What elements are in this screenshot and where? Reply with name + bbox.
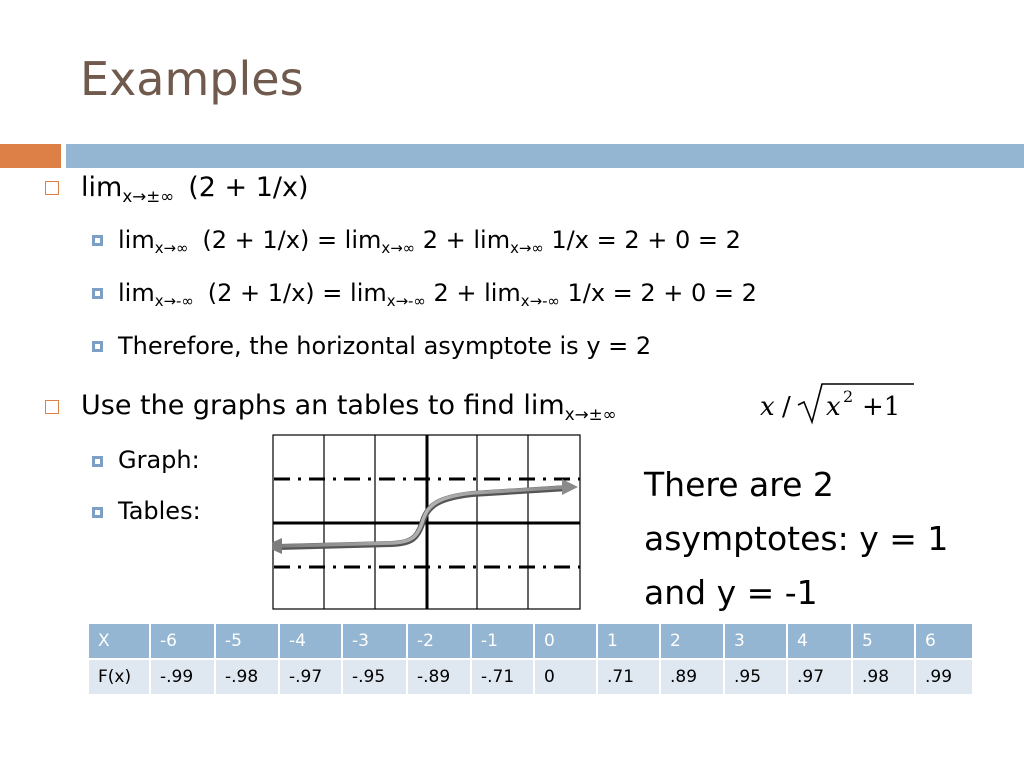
lim-subscript: x→±∞	[122, 185, 175, 206]
table-cell: -4	[279, 623, 342, 659]
bullet-find-limit	[81, 390, 617, 424]
note-line: asymptotes: y = 1	[644, 519, 949, 558]
table-cell: 0	[534, 659, 597, 695]
table-cell: -.95	[342, 659, 407, 695]
sub-bullet-icon	[92, 507, 103, 518]
table-cell: -.98	[215, 659, 279, 695]
accent-band-orange	[0, 144, 61, 168]
arrow-right-icon	[562, 479, 578, 495]
expr-part: 1/x = 2 + 0 = 2	[551, 226, 741, 254]
table-cell: -1	[471, 623, 534, 659]
sub-bullet-icon	[92, 288, 103, 299]
asymptote-note	[644, 458, 1004, 620]
expr-part: 2 + lim	[422, 226, 511, 254]
lim-subscript: x→-∞	[520, 292, 560, 311]
bullet-graph-label: Graph:	[118, 446, 200, 474]
bullet-limit-pos-inf	[118, 226, 741, 258]
radicand-x: x	[826, 392, 841, 422]
expr-part: 1/x = 2 + 0 = 2	[567, 279, 757, 307]
table-cell: 5	[852, 623, 915, 659]
lim-subscript: x→∞	[154, 239, 189, 258]
slide-title: Examples	[80, 52, 304, 106]
bullet-tables-label: Tables:	[118, 497, 201, 525]
table-cell: -.99	[150, 659, 215, 695]
table-cell: .98	[852, 659, 915, 695]
accent-band-blue	[66, 144, 1024, 168]
lim-subscript: x→∞	[510, 239, 544, 258]
lim-subscript: x→-∞	[386, 292, 426, 311]
table-cell: 3	[724, 623, 787, 659]
lim-subscript: x→±∞	[564, 403, 617, 424]
values-table	[87, 622, 974, 696]
table-cell: -.97	[279, 659, 342, 695]
table-cell: 0	[534, 623, 597, 659]
radical-expression	[758, 378, 918, 426]
note-line: There are 2	[644, 465, 834, 504]
lim-expression: (2 + 1/x)	[188, 172, 309, 203]
sub-bullet-icon	[92, 456, 103, 467]
table-cell: .95	[724, 659, 787, 695]
lim-subscript: x→∞	[381, 239, 416, 258]
expr-part: (2 + 1/x) = lim	[207, 279, 387, 307]
bullet-limit-neg-inf	[118, 279, 757, 311]
table-cell: .97	[787, 659, 852, 695]
bullet-limit-both	[81, 172, 309, 206]
table-row	[88, 659, 973, 695]
table-cell: -3	[342, 623, 407, 659]
note-line: and y = -1	[644, 573, 818, 612]
table-cell: .99	[915, 659, 973, 695]
bullet-asymptote-conclusion: Therefore, the horizontal asymptote is y = 2	[118, 332, 652, 360]
sub-bullet-icon	[92, 341, 103, 352]
table-cell: -6	[150, 623, 215, 659]
table-cell: X	[88, 623, 150, 659]
expr-part: 2 + lim	[433, 279, 521, 307]
expr-numerator-x: x	[760, 392, 775, 422]
lim-text: lim	[118, 279, 155, 307]
bullet-square-icon	[45, 181, 59, 195]
radicand-plus-one: +1	[862, 392, 901, 422]
table-cell: 4	[787, 623, 852, 659]
function-graph	[272, 434, 584, 612]
expr-part: (2 + 1/x) = lim	[202, 226, 382, 254]
function-curve	[278, 487, 568, 546]
table-cell: F(x)	[88, 659, 150, 695]
table-cell: 6	[915, 623, 973, 659]
table-cell: -2	[407, 623, 471, 659]
table-cell: .71	[597, 659, 660, 695]
table-cell: -5	[215, 623, 279, 659]
lim-text: lim	[118, 226, 155, 254]
bullet-square-icon	[45, 400, 59, 414]
lim-text: lim	[81, 172, 123, 203]
find-limit-text: Use the graphs an tables to find lim	[81, 390, 565, 421]
lim-subscript: x→-∞	[154, 292, 194, 311]
expr-slash: /	[782, 392, 791, 422]
sub-bullet-icon	[92, 235, 103, 246]
table-cell: .89	[660, 659, 724, 695]
table-cell: 1	[597, 623, 660, 659]
table-cell: -.71	[471, 659, 534, 695]
radicand-exponent: 2	[843, 387, 854, 406]
table-cell: -.89	[407, 659, 471, 695]
table-header-row	[88, 623, 973, 659]
table-cell: 2	[660, 623, 724, 659]
